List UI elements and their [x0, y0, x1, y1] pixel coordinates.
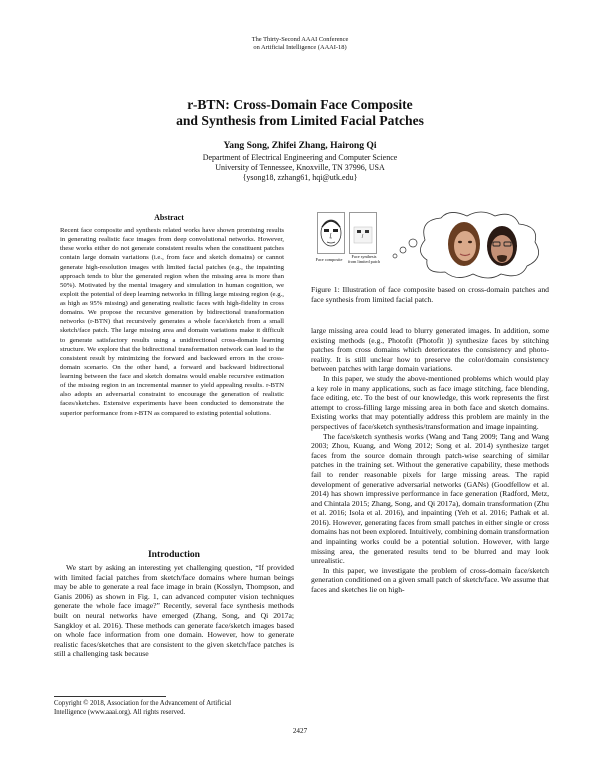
label-face-synthesis — [347, 254, 381, 264]
affiliation-line-2: University of Tennessee, Knoxville, TN 37996, USA — [215, 162, 385, 172]
copyright-notice — [54, 700, 294, 717]
affiliation — [0, 153, 600, 182]
page-number: 2427 — [292, 727, 308, 735]
title-line-1: r-BTN: Cross-Domain Face Composite — [187, 97, 413, 112]
label-face-synthesis-line-2: from limited patch — [348, 259, 380, 264]
right-paragraph-4: In this paper, we investigate the problem of cross-domain face/sketch generation conditioned on a given small patch of sketch/face. We assume that faces and sketches lie on high- — [311, 565, 549, 595]
conference-line-1: The Thirty-Second AAAI Conference — [251, 36, 349, 43]
right-column-body — [311, 326, 549, 595]
figure-1-caption: Figure 1: Illustration of face composite based on cross-domain patches and face synthesis from limited facial patch. — [311, 285, 549, 304]
footnote-rule — [54, 696, 166, 697]
sketch-composite-image — [317, 212, 345, 254]
abstract-heading: Abstract — [154, 213, 184, 222]
sketch-partial-image — [349, 212, 377, 254]
label-face-synthesis-line-1: Face synthesis — [351, 254, 377, 259]
introduction-body — [54, 563, 294, 659]
copyright-line-1: Copyright © 2018, Association for the Advancement of Artificial — [54, 700, 232, 707]
thought-bubble — [389, 210, 549, 282]
introduction-heading: Introduction — [147, 549, 201, 560]
right-paragraph-3: The face/sketch synthesis works (Wang and Tang 2009; Tang and Wang 2003; Zhou, Kuang, and Wong 2012; Song et al. 2014) synthesize target faces from the source domain through patch-wise searching of similar patches in the training set. Without the generative capability, these methods fail to render reasonable pixels for large missing areas. The rapid development of generative adversarial networks (GANs) (Goodfellow et al. 2014) has shown impressive performance in face generation (Radford, Metz, and Chintala 2015; Zhang, Song, and Qi 2017a), domain transformation (Zhu et al. 2016; Isola et al. 2016), and inpainting (Yeh et al. 2016; Pathak et al. 2016). However, generating faces from small patches in either single or cross domains has not been explored. Intuitively, combining domain transformation and inpainting works could be a potential solution. However, with large missing area, the generated results tend to be blurred and may look unrealistic. — [311, 431, 550, 566]
label-face-composite: Face composite — [315, 257, 343, 262]
title-line-2: and Synthesis from Limited Facial Patches — [176, 113, 424, 128]
paper-title — [0, 97, 600, 129]
authors: Yang Song, Zhifei Zhang, Hairong Qi — [223, 140, 377, 151]
figure-1 — [311, 210, 549, 282]
introduction-paragraph: We start by asking an interesting yet challenging question, “If provided with limited facial patches from sketch/face domains where human beings may be able to generate a real face image in brain (Kosslyn, Thompson, and Ganis 2006) as shown in Fig. 1, can advanced computer vision techniques generate the whole face image?” Recently, several face synthesis methods built on neural networks have emerged (Zhang, Song, and Qi 2017a; Sangkloy et al. 2016). These methods can generate face/sketch images based on whole face information from one domain. However, how to generate realistic faces/sketches that are consistent to the given sketch/face patches is still a challenging task because — [54, 563, 294, 659]
affiliation-line-3: {ysong18, zzhang61, hqi@utk.edu} — [242, 172, 358, 182]
abstract-text: Recent face composite and synthesis related works have shown promising results in generating realistic face images from deep convolutional networks. However, these works either do not generate consistent results when the constituent patches contain large domain variations (i.e., from face and sketch domains) or cannot generate high-resolution images with limited facial patches (e.g., the inpainting approach tends to blur the generated region when the missing area is more than 50%). Motivated by the mental imagery and simulation in human cognition, we exploit the potential of deep learning networks in filling large missing region (e.g., as high as 95% missing) and generating realistic faces with high-fidelity in cross domains. We propose the recursive generation by bidirectional transformation networks (r-BTN) that recursively generates a whole face/sketch from a small sketch/face patch. The large missing area and domain variations make it difficult to generate satisfactory results using a unidirectional cross-domain learning structure. We explore that the bidirectional transformation network can lead to the consistent result by minimizing the forward and backward errors in the cross-domain scenario. On the other hand, a forward and backward bidirectional learning between the face and sketch domains would enable recursive estimation of the missing region in an incremental manner to yield appealing results. r-BTN also adopts an adversarial constraint to encourage the generation of realistic faces/sketches. Extensive experiments have been conducted to demonstrate the superior performance from r-BTN as compared to existing potential solutions. — [60, 227, 284, 417]
copyright-line-2: Intelligence (www.aaai.org). All rights reserved. — [54, 708, 186, 716]
affiliation-line-1: Department of Electrical Engineering and Computer Science — [202, 153, 398, 162]
right-paragraph-1: large missing area could lead to blurry generated images. In addition, some existing methods (e.g., Photofit (Photofit )) synthesize faces by stitching patches from cross domains which deteriorates the consistency and photo-reality. It is still unclear how to preserve the color/domain consistency between patches with large domain variations. — [311, 326, 549, 374]
conference-line-2: on Artificial Intelligence (AAAI-18) — [253, 44, 347, 51]
conference-header — [0, 36, 600, 52]
right-paragraph-2: In this paper, we study the above-mentioned problems which would play a key role in many applications, such as face image stitching, face blending, face editing, etc. To the best of our knowledge, this work represents the first attempt to cross-filling large missing area in both face and sketch domains. Existing works that may potentially address this problem are mainly in the perspectives of face/sketch synthesis/transformation and image inpainting. — [311, 373, 549, 431]
